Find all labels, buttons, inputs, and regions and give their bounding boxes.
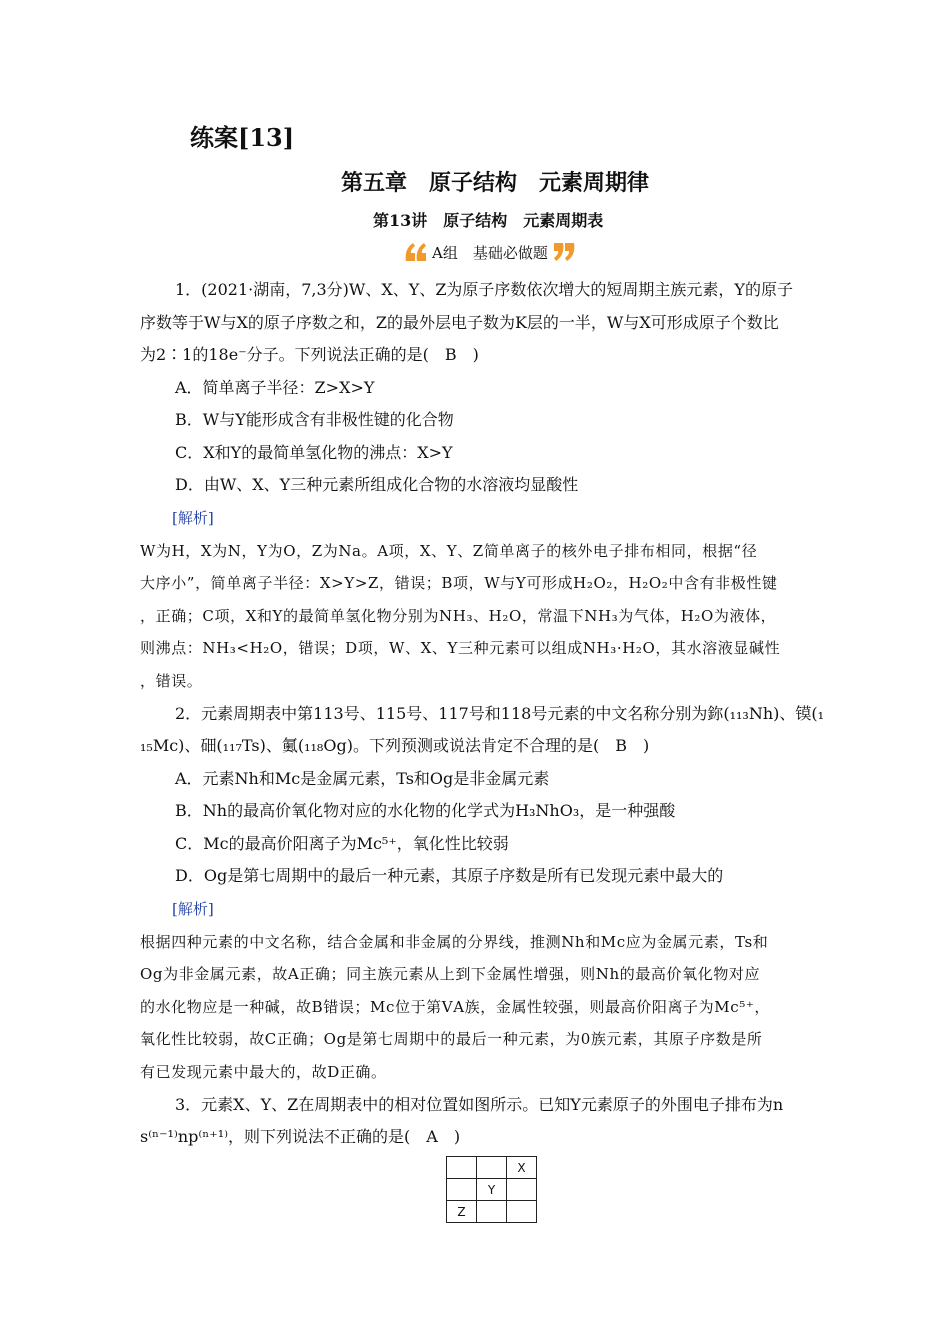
q2-analysis-label: [解析] — [172, 900, 214, 918]
grid-cell — [507, 1179, 537, 1201]
group-title: A组 基础必做题 — [432, 243, 548, 262]
grid-cell — [477, 1157, 507, 1179]
grid-row — [447, 1201, 537, 1223]
q1-option-b: B．W与Y能形成含有非极性键的化合物 — [175, 410, 454, 429]
q1-stem-line3: 为2∶1的18e⁻分子。下列说法正确的是( B ) — [140, 345, 479, 364]
q2-option-d: D．Og是第七周期中的最后一种元素，其原子序数是所有已发现元素中最大的 — [175, 866, 724, 885]
q2-stem-line2: ₁₅Mc)、鿬(₁₁₇Ts)、鿫(₁₁₈Og)。下列预测或说法肯定不合理的是( B ) — [140, 736, 650, 755]
q1-analysis-line3: ，正确；C项，X和Y的最简单氢化物分别为NH₃、H₂O，常温下NH₃为气体，H₂O为液体， — [140, 607, 777, 625]
grid-row — [447, 1157, 537, 1179]
grid-cell — [477, 1201, 507, 1223]
lecture-title: 第13讲 原子结构 元素周期表 — [373, 211, 604, 230]
grid-row — [447, 1179, 537, 1201]
q2-option-b: B．Nh的最高价氧化物对应的水化物的化学式为H₃NhO₃，是一种强酸 — [175, 801, 676, 820]
grid-cell: Y — [477, 1179, 507, 1201]
q2-analysis-line2: Og为非金属元素，故A正确；同主族元素从上到下金属性增强，则Nh的最高价氧化物对应 — [140, 965, 761, 983]
open-quote-icon — [404, 241, 428, 263]
q2-stem-line1: 2．元素周期表中第113号、115号、117号和118号元素的中文名称分别为鉨(₁₁₃Nh)、镆(₁ — [175, 704, 825, 723]
q1-option-d: D．由W、X、Y三种元素所组成化合物的水溶液均显酸性 — [175, 475, 579, 494]
grid-cell — [447, 1179, 477, 1201]
q2-analysis-line4: 氧化性比较弱，故C正确；Og是第七周期中的最后一种元素，为0族元素，其原子序数是所 — [140, 1030, 763, 1048]
q1-stem-line1: 1．(2021·湖南，7,3分)W、X、Y、Z为原子序数依次增大的短周期主族元素，Y的原子 — [175, 280, 793, 299]
q1-analysis-label: [解析] — [172, 509, 214, 527]
periodic-position-grid — [446, 1156, 537, 1223]
grid-cell: X — [507, 1157, 537, 1179]
close-quote-icon — [552, 241, 576, 263]
group-heading — [404, 240, 576, 264]
q2-option-a: A．元素Nh和Mc是金属元素，Ts和Og是非金属元素 — [175, 769, 550, 788]
grid-cell — [447, 1157, 477, 1179]
q1-option-c: C．X和Y的最简单氢化物的沸点：X>Y — [175, 443, 453, 462]
q3-stem-line2: s⁽ⁿ⁻¹⁾np⁽ⁿ⁺¹⁾，则下列说法不正确的是( A ) — [140, 1127, 461, 1146]
q2-analysis-line5: 有已发现元素中最大的，故D正确。 — [140, 1063, 387, 1081]
q2-analysis-line1: 根据四种元素的中文名称，结合金属和非金属的分界线，推测Nh和Mc应为金属元素，Ts和 — [140, 933, 769, 951]
grid-cell — [507, 1201, 537, 1223]
q1-analysis-line4: 则沸点：NH₃<H₂O，错误；D项，W、X、Y三种元素可以组成NH₃·H₂O，其水溶液显碱性 — [140, 639, 781, 657]
grid-cell: Z — [447, 1201, 477, 1223]
q1-stem-line2: 序数等于W与X的原子序数之和，Z的最外层电子数为K层的一半，W与X可形成原子个数比 — [140, 313, 779, 332]
q2-analysis-line3: 的水化物应是一种碱，故B错误；Mc位于第ⅤA族，金属性较强，则最高价阳离子为Mc⁵⁺， — [140, 998, 770, 1016]
chapter-title: 第五章 原子结构 元素周期律 — [341, 170, 650, 196]
exercise-label: 练案[13] — [190, 123, 295, 152]
q1-analysis-line2: 大序小”，简单离子半径：X>Y>Z，错误；B项，W与Y可形成H₂O₂，H₂O₂中含有非极性键 — [140, 574, 778, 592]
q1-option-a: A．简单离子半径：Z>X>Y — [175, 378, 375, 397]
q3-stem-line1: 3．元素X、Y、Z在周期表中的相对位置如图所示。已知Y元素原子的外围电子排布为n — [175, 1095, 784, 1114]
q1-analysis-line1: W为H，X为N，Y为O，Z为Na。A项，X、Y、Z简单离子的核外电子排布相同，根据“径 — [140, 542, 758, 560]
q1-analysis-line5: ，错误。 — [140, 672, 203, 690]
q2-option-c: C．Mc的最高价阳离子为Mc⁵⁺，氧化性比较弱 — [175, 834, 509, 853]
